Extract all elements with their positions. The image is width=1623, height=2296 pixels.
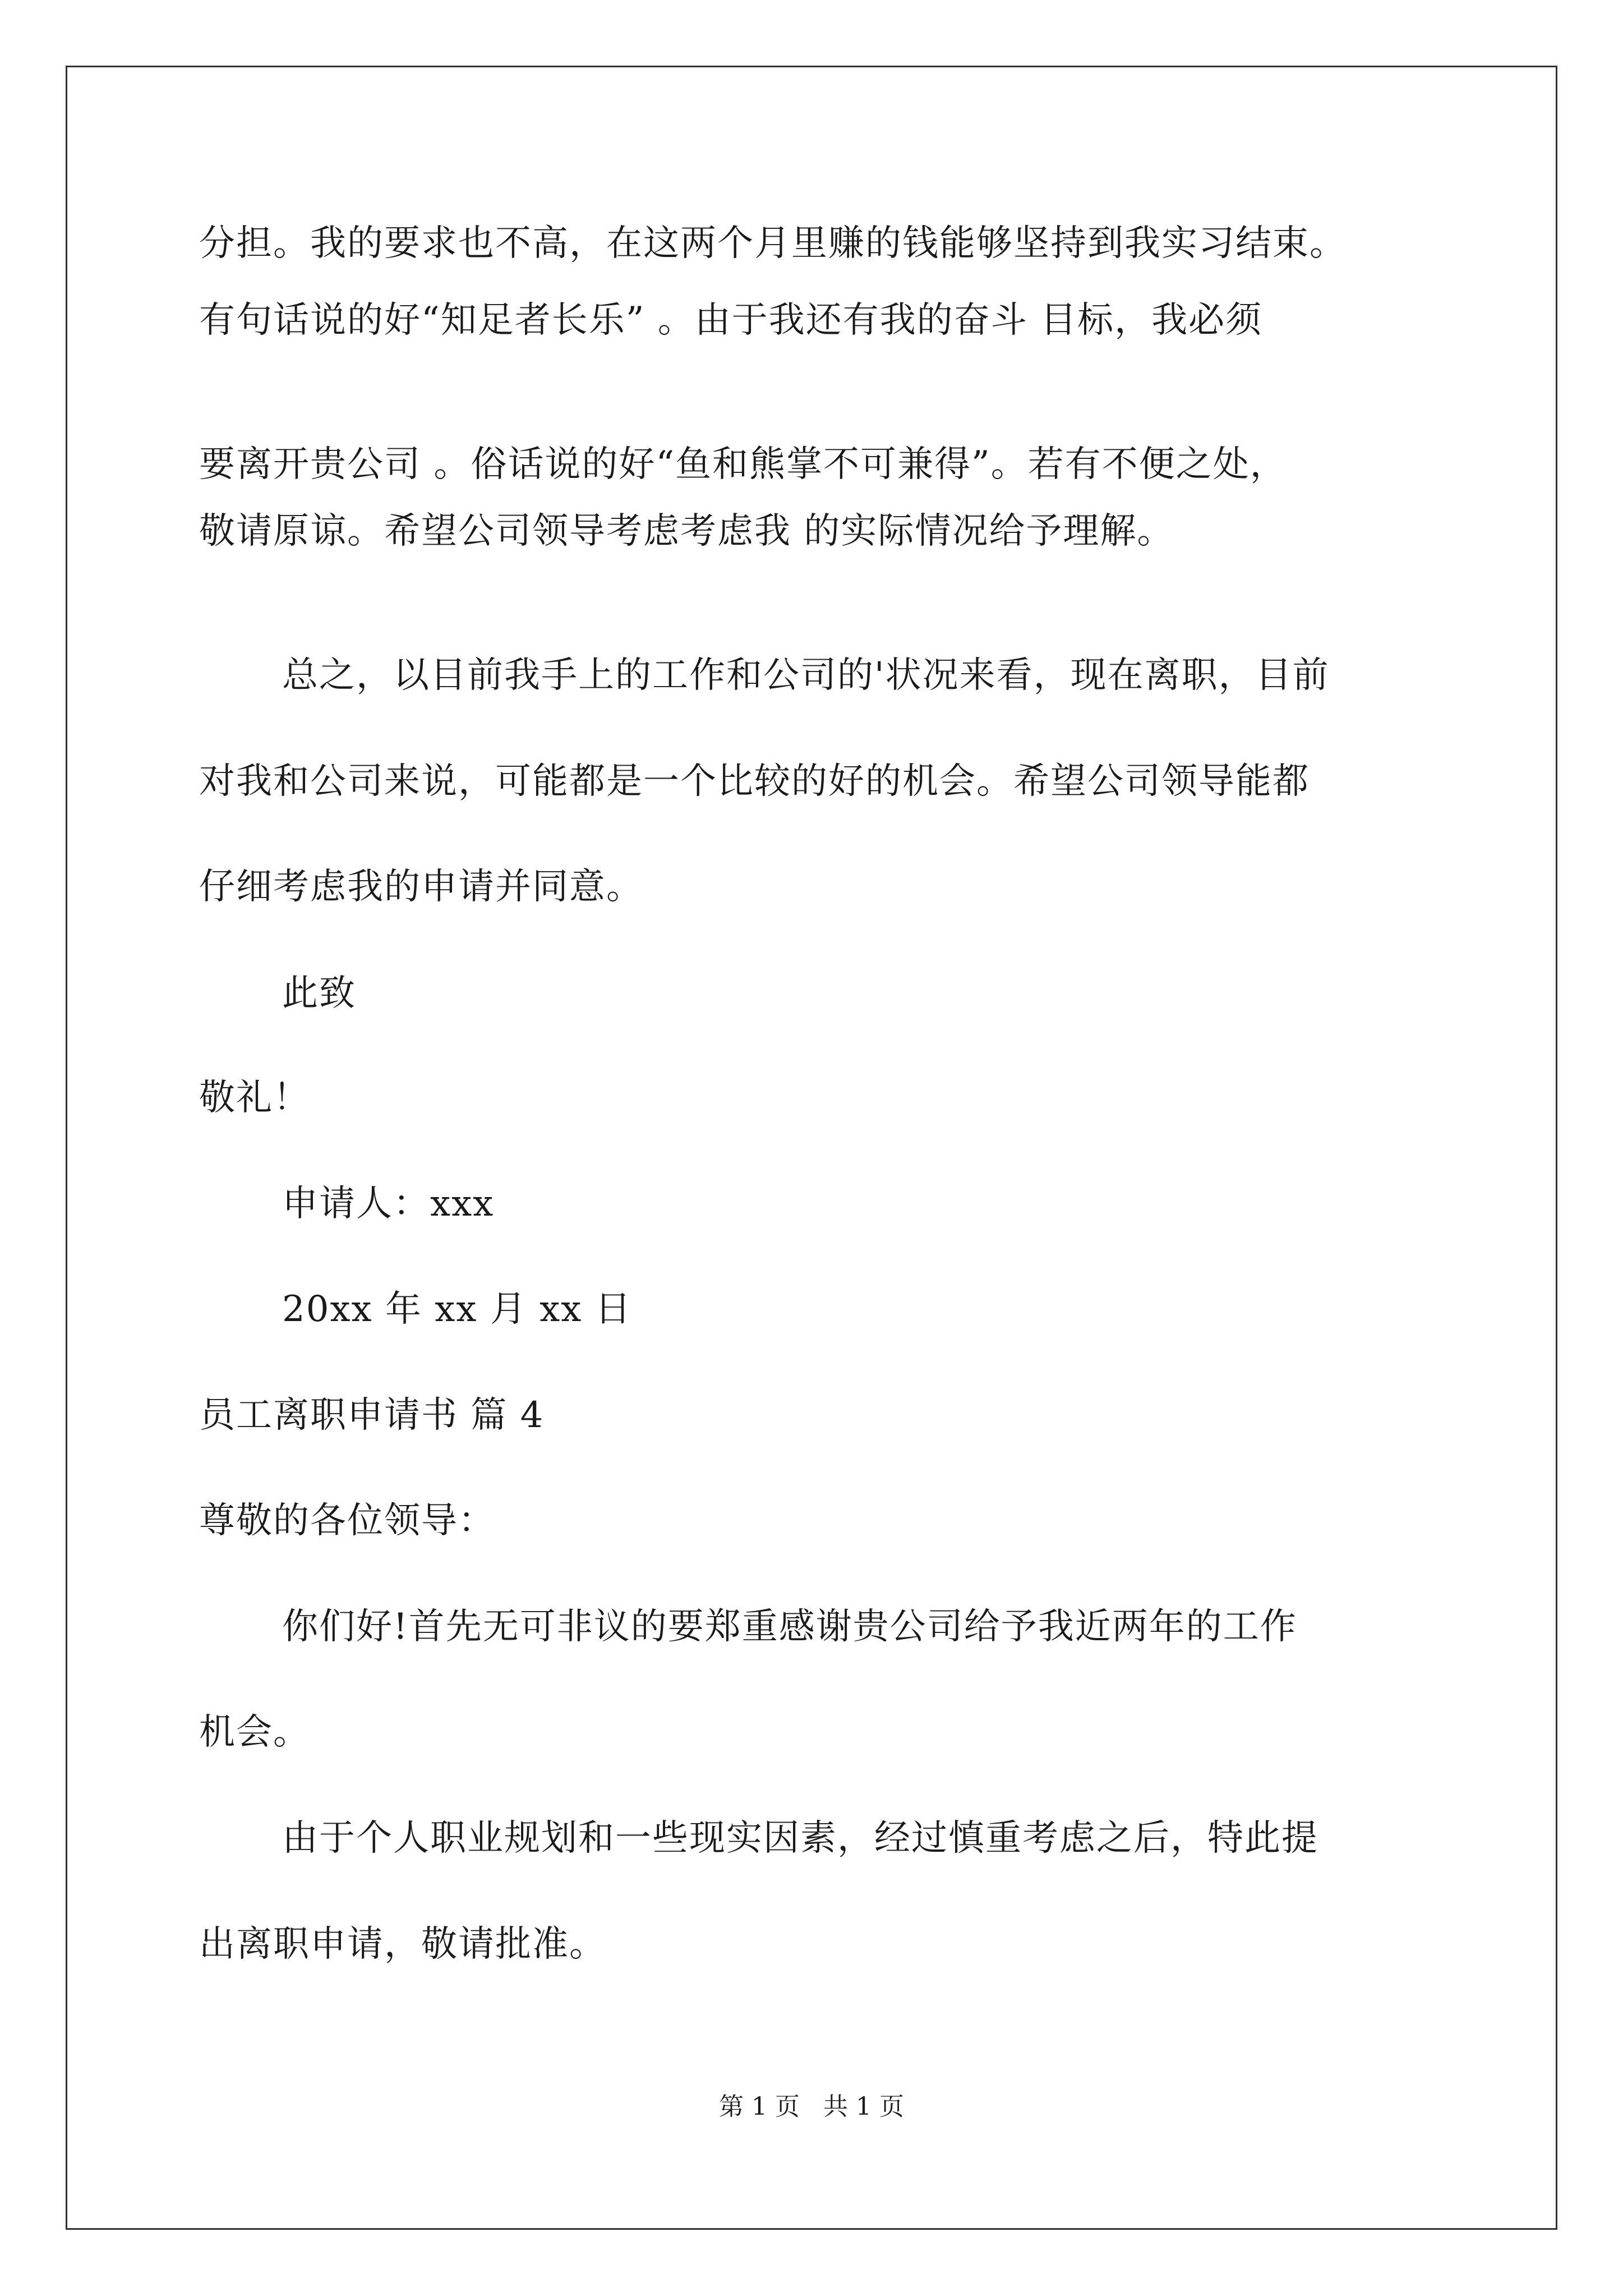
page-number-footer: 第 1 页 共 1 页 [719, 2092, 904, 2121]
paragraph-line: 敬请原谅。希望公司领导考虑考虑我 的实际情况给予理解。 [199, 510, 1174, 552]
page-border [66, 66, 1557, 2230]
paragraph-line: 总之，以目前我手上的工作和公司的'状况来看，现在离职，目前 [282, 655, 1330, 696]
paragraph-line: 出离职申请，敬请批准。 [199, 1924, 606, 1965]
letter-salutation: 尊敬的各位领导： [199, 1500, 495, 1542]
paragraph-line: 由于个人职业规划和一些现实因素，经过慎重考虑之后，特此提 [282, 1818, 1318, 1859]
paragraph-line: 仔细考虑我的申请并同意。 [199, 866, 643, 908]
paragraph-line: 你们好!首先无可非议的要郑重感谢贵公司给予我近两年的工作 [282, 1606, 1297, 1648]
signature-date: 20xx 年 xx 月 xx 日 [282, 1289, 632, 1330]
applicant-signature: 申请人：xxx [282, 1183, 495, 1225]
paragraph-line: 分担。我的要求也不高，在这两个月里赚的钱能够坚持到我实习结束。 [199, 223, 1347, 264]
paragraph-line: 要离开贵公司 。俗话说的好“鱼和熊掌不可兼得”。若有不便之处， [199, 444, 1287, 485]
closing-salutation: 此致 [282, 973, 356, 1014]
section-heading: 员工离职申请书 篇 4 [199, 1395, 545, 1436]
paragraph-line: 机会。 [199, 1711, 310, 1753]
closing-regards: 敬礼！ [199, 1077, 310, 1119]
paragraph-line: 有句话说的好“知足者长乐” 。由于我还有我的奋斗 目标，我必须 [199, 300, 1263, 341]
paragraph-line: 对我和公司来说，可能都是一个比较的好的机会。希望公司领导能都 [199, 761, 1310, 802]
